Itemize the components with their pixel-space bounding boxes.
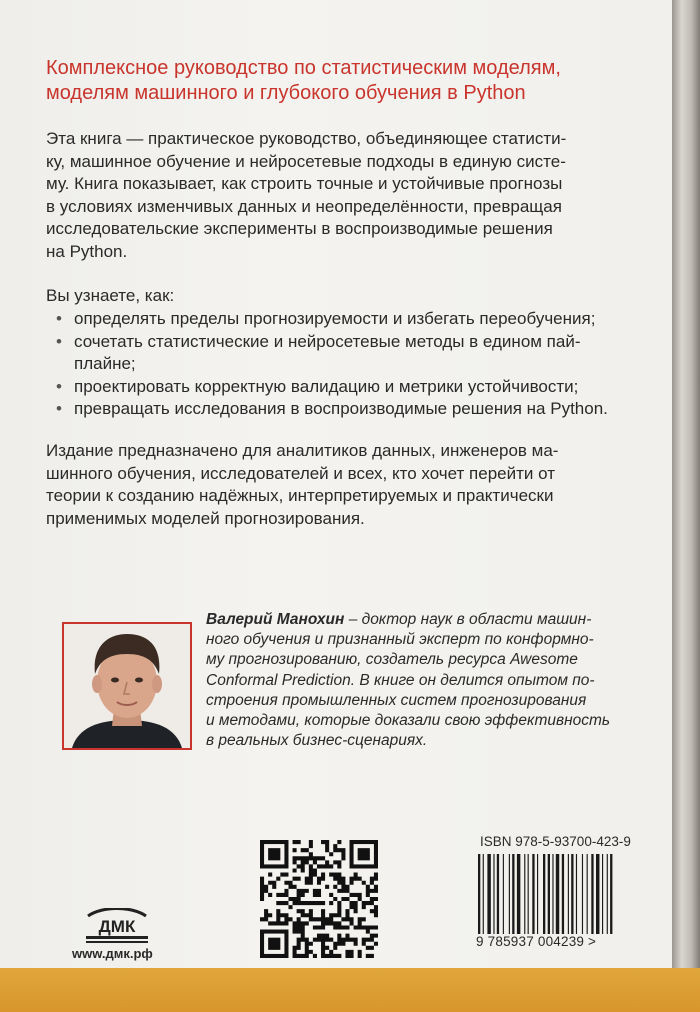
text-line: ного обучения и признанный эксперт по конформно-: [206, 631, 594, 649]
author-name: Валерий Манохин: [206, 611, 345, 628]
list-item: [46, 331, 646, 376]
bullet-icon: •: [56, 331, 62, 351]
learn-list: [46, 308, 646, 421]
publisher-website: www.дмк.рф: [72, 946, 153, 961]
text-line: сочетать статистические и нейросетевые методы в едином пай-: [74, 331, 581, 351]
text-line: Издание предназначено для аналитиков данных, инженеров ма-: [46, 441, 559, 460]
heading-line: Комплексное руководство по статистическим моделям,: [46, 57, 561, 79]
text-line: плайне;: [74, 354, 136, 373]
bottom-color-band: [0, 968, 700, 1012]
isbn-text: ISBN 978-5-93700-423-9: [480, 834, 631, 849]
list-item: [46, 398, 646, 421]
text-line: на Python.: [46, 241, 128, 261]
bullet-icon: •: [56, 399, 62, 418]
text-line: применимых моделей прогнозирования.: [46, 508, 365, 528]
cover-heading: [46, 56, 646, 106]
publisher-logo-text: ДМК: [98, 917, 136, 936]
author-portrait-icon: [64, 624, 190, 748]
intro-paragraph: [46, 128, 646, 263]
text-line: [206, 610, 666, 630]
text-line: в условиях изменчивых данных и неопределённости, превращая: [46, 196, 562, 216]
text-line: теории к созданию надёжных, интерпретируемых и практически: [46, 486, 554, 505]
text-line: определять пределы прогнозируемости и избегать переобучения;: [74, 309, 596, 328]
list-item: [46, 308, 646, 331]
qr-code-icon: [260, 840, 378, 958]
author-bio: [206, 610, 666, 751]
text-line: ку, машинное обучение и нейросетевые подходы в единую систе-: [46, 151, 566, 171]
text-line: проектировать корректную валидацию и метрики устойчивости;: [74, 376, 579, 396]
author-photo: [62, 622, 192, 750]
book-spine: [672, 0, 700, 1012]
heading-line: моделям машинного и глубокого обучения в Python: [46, 82, 526, 104]
text-line: шинного обучения, исследователей и всех, кто хочет перейти от: [46, 463, 555, 483]
text-line: Эта книга — практическое руководство, объединяющее статисти-: [46, 129, 567, 148]
list-item: [46, 376, 646, 399]
bullet-icon: •: [56, 309, 62, 328]
text-line: в реальных бизнес-сценариях.: [206, 732, 428, 750]
text-line: му. Книга показывает, как строить точные и устойчивые прогнозы: [46, 174, 563, 193]
author-bio-start: – доктор наук в области машин-: [344, 611, 592, 628]
learn-lead: [46, 285, 646, 308]
text-line: Вы узнаете, как:: [46, 286, 175, 305]
audience-paragraph: [46, 440, 646, 530]
text-line: Conformal Prediction. В книге он делится опытом по-: [206, 671, 595, 689]
text-line: строения промышленных систем прогнозирования: [206, 691, 587, 709]
text-line: превращать исследования в воспроизводимые решения на Python.: [74, 399, 608, 418]
text-line: му прогнозированию, создатель ресурса Awesome: [206, 651, 578, 669]
bullet-icon: •: [56, 376, 62, 396]
text-line: исследовательские эксперименты в воспроизводимые решения: [46, 219, 553, 238]
publisher-logo-icon: [82, 908, 152, 946]
text-line: и методами, которые доказали свою эффективность: [206, 712, 611, 730]
barcode-digits: 9 785937 004239 >: [476, 934, 634, 949]
